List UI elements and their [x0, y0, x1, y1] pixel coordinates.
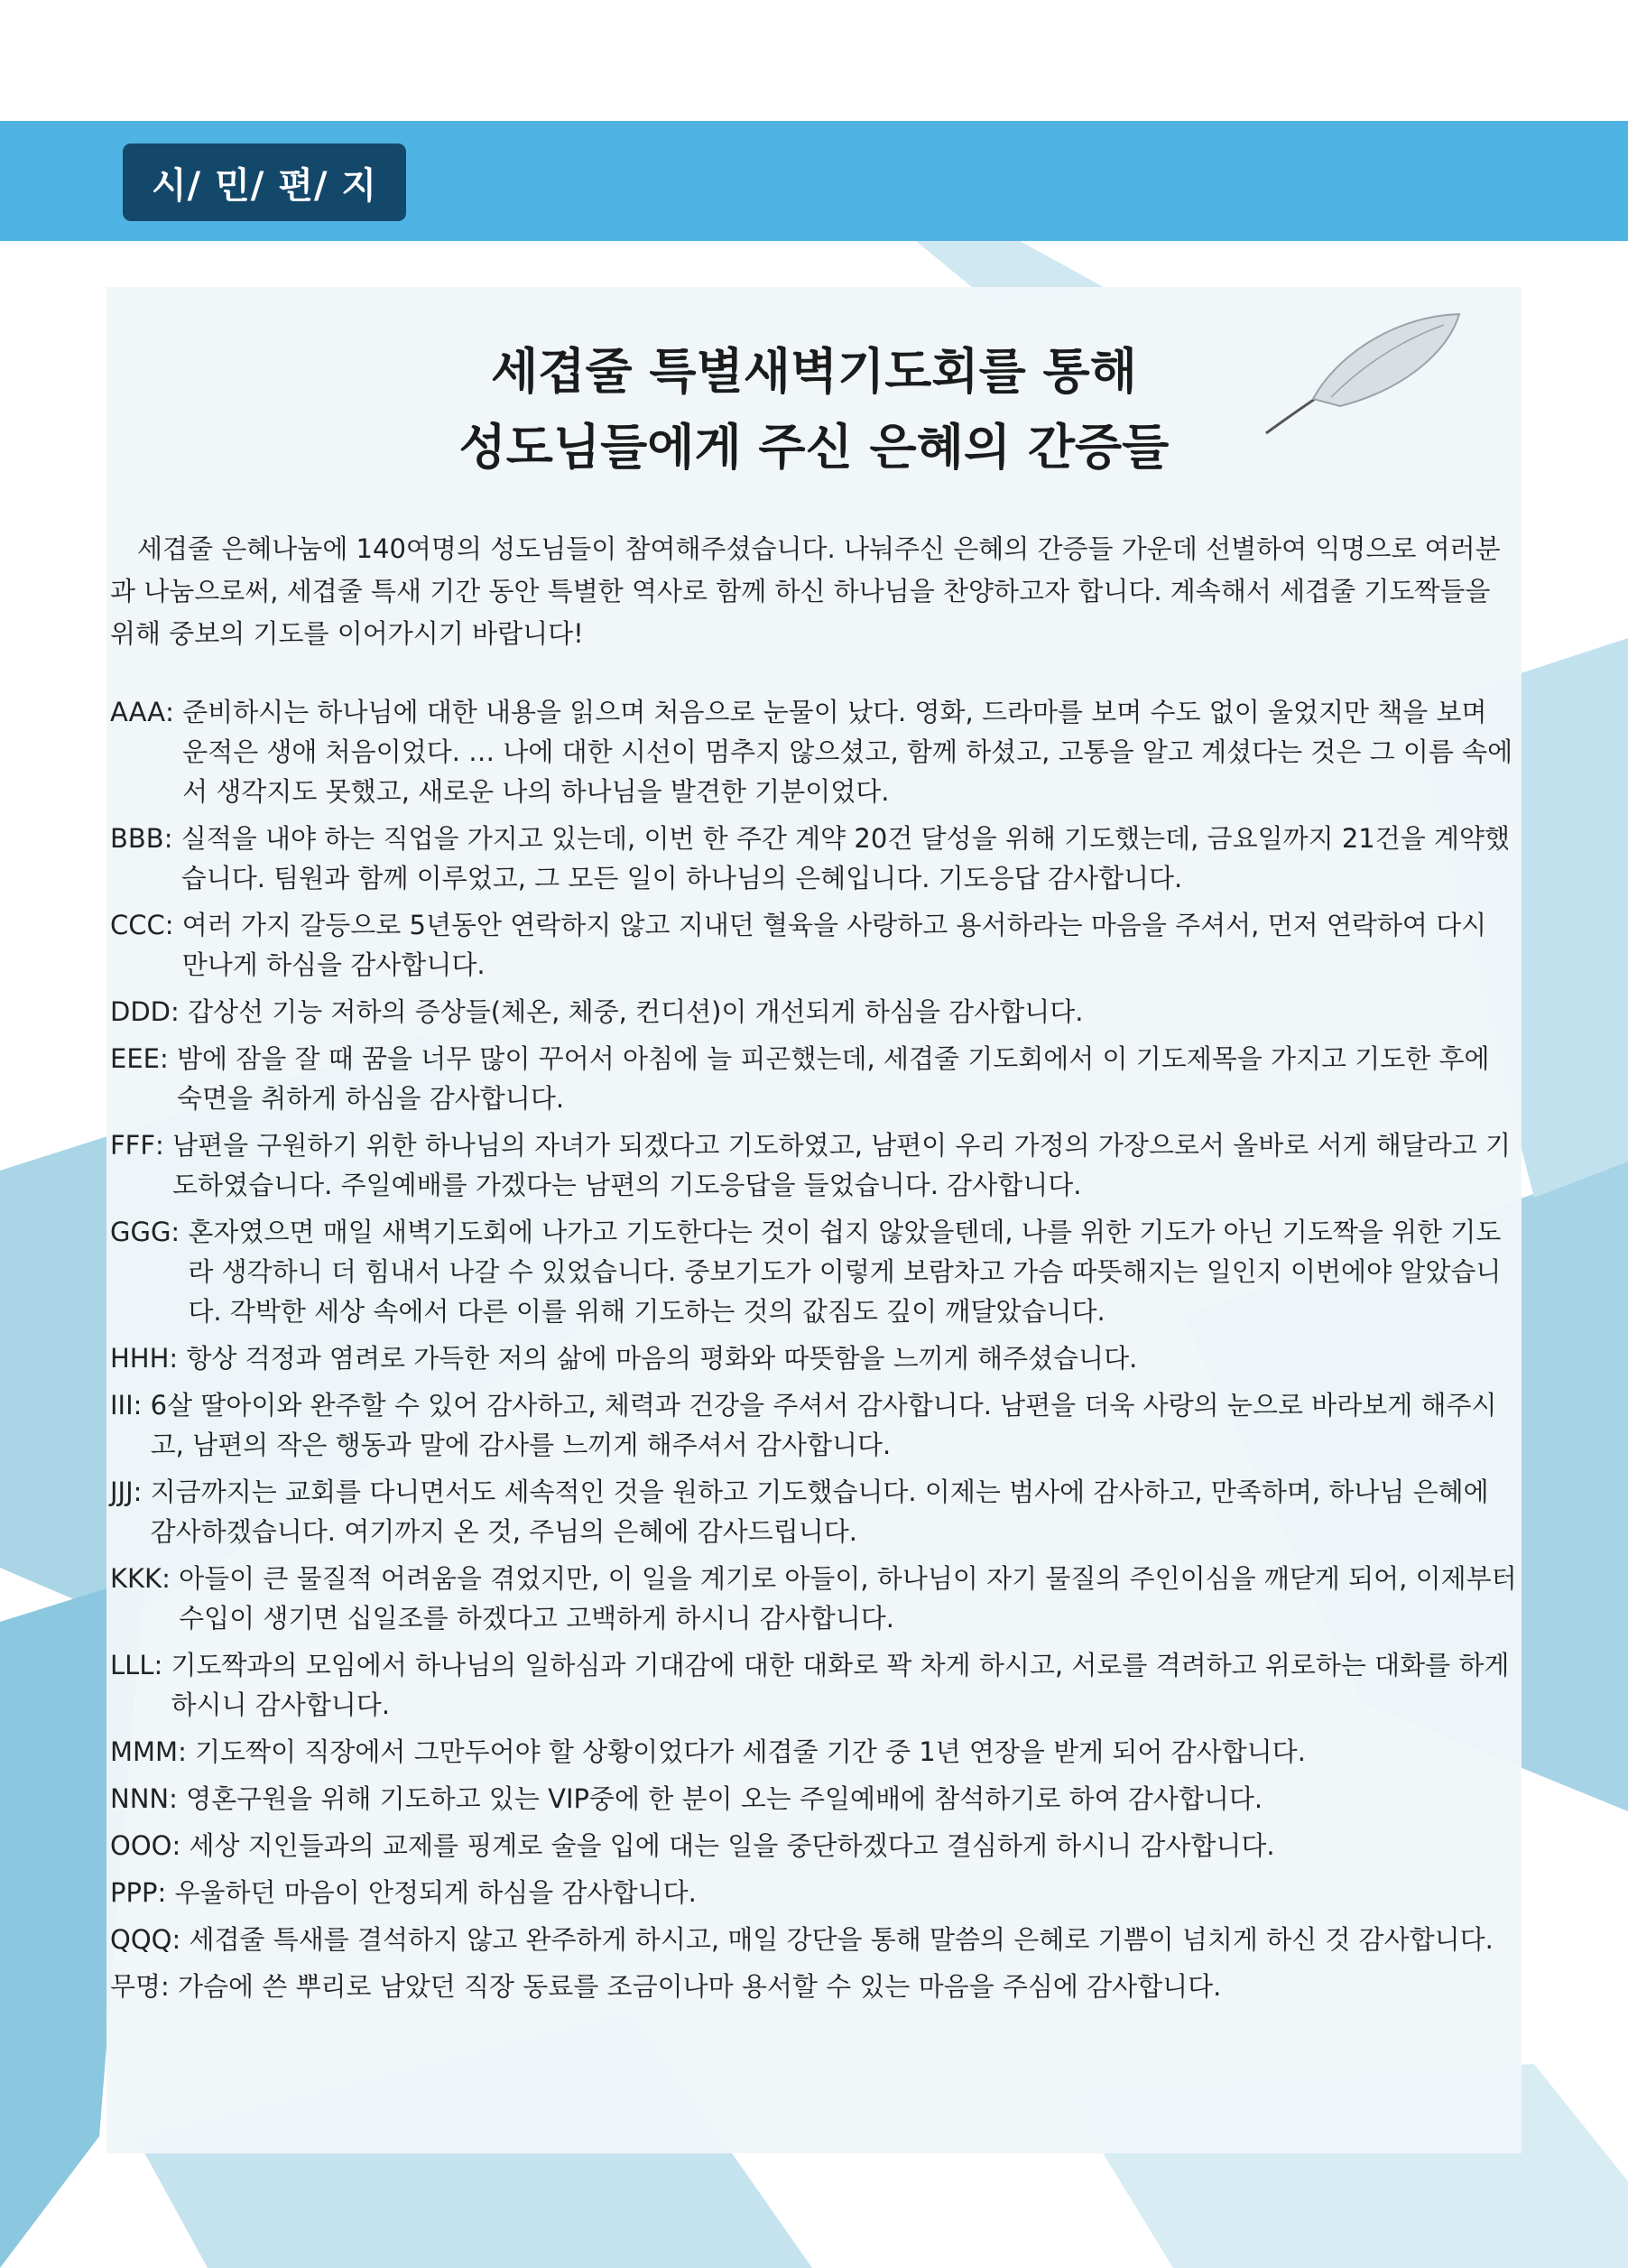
testimony-item	[110, 1732, 1518, 1772]
testimony-colon: :	[161, 1971, 179, 2002]
testimony-colon: :	[164, 910, 182, 940]
testimony-text: 세상 지인들과의 교제를 핑계로 술을 입에 대는 일을 중단하겠다고 결심하게 하시니 감사합니다.	[189, 1830, 1275, 1861]
testimony-item	[110, 1826, 1518, 1865]
testimony-item	[110, 1125, 1518, 1205]
testimony-item	[110, 992, 1518, 1032]
testimony-text: 기도짝이 직장에서 그만두어야 할 상황이었다가 세겹줄 기간 중 1년 연장을 받게 되어 감사합니다.	[195, 1736, 1306, 1767]
testimony-colon: :	[171, 1217, 189, 1247]
testimony-colon: :	[178, 1736, 196, 1767]
testimony-code: LLL	[110, 1650, 154, 1680]
testimony-colon: :	[162, 1563, 180, 1594]
testimony-colon: :	[171, 996, 188, 1027]
testimony-item	[110, 1779, 1518, 1819]
intro-text: 세겹줄 은혜나눔에 140여명의 성도님들이 참여해주셨습니다. 나눠주신 은혜의 간증들 가운데 선별하여 익명으로 여러분과 나눔으로써, 세겹줄 특새 기간 동안 특별한 역사로 함께 하신 하나님을 찬양하고자 합니다. 계속해서 세겹줄 기도짝들을 위해 중보의 기도를 이어가시기 바랍니다!	[110, 533, 1501, 649]
testimony-code: KKK	[110, 1563, 162, 1594]
testimony-item	[110, 1645, 1518, 1725]
testimony-text: 여러 가지 갈등으로 5년동안 연락하지 않고 지내던 혈육을 사랑하고 용서하라는 마음을 주셔서, 먼저 연락하여 다시 만나게 하심을 감사합니다.	[181, 910, 1487, 980]
testimony-text: 갑상선 기능 저하의 증상들(체온, 체중, 컨디션)이 개선되게 하심을 감사합니다.	[188, 996, 1084, 1027]
testimony-colon: :	[169, 1783, 187, 1814]
testimony-colon: :	[133, 1390, 151, 1421]
testimony-list	[110, 692, 1518, 2013]
testimony-item	[110, 1559, 1518, 1638]
testimony-text: 준비하시는 하나님에 대한 내용을 읽으며 처음으로 눈물이 났다. 영화, 드라마를 보며 수도 없이 울었지만 책을 보며 운적은 생애 처음이었다. … 나에 대한 시선이 멈추지 않으셨고, 함께 하셨고, 고통을 알고 계셨다는 것은 그 이름 속에서 생각지도 못했고, 새로운 나의 하나님을 발견한 기분이었다.	[182, 697, 1513, 807]
section-label: 시/ 민/ 편/ 지	[123, 143, 406, 221]
testimony-code: PPP	[110, 1877, 158, 1908]
testimony-text: 밤에 잠을 잘 때 꿈을 너무 많이 꾸어서 아침에 늘 피곤했는데, 세겹줄 기도회에서 이 기도제목을 가지고 기도한 후에 숙면을 취하게 하심을 감사합니다.	[176, 1043, 1490, 1114]
testimony-colon: :	[169, 1343, 187, 1374]
testimony-code: BBB	[110, 823, 164, 854]
testimony-item	[110, 692, 1518, 811]
testimony-item	[110, 1039, 1518, 1118]
testimony-code: CCC	[110, 910, 165, 940]
testimony-colon: :	[159, 1043, 177, 1074]
testimony-text: 항상 걱정과 염려로 가득한 저의 삶에 마음의 평화와 따뜻함을 느끼게 해주셨습니다.	[186, 1343, 1138, 1374]
testimony-code: MMM	[110, 1736, 179, 1767]
testimony-text: 지금까지는 교회를 다니면서도 세속적인 것을 원하고 기도했습니다. 이제는 범사에 감사하고, 만족하며, 하나님 은혜에 감사하겠습니다. 여기까지 온 것, 주님의 은혜에 감사드립니다.	[150, 1477, 1489, 1547]
testimony-code: DDD	[110, 996, 171, 1027]
testimony-text: 혼자였으면 매일 새벽기도회에 나가고 기도한다는 것이 쉽지 않았을텐데, 나를 위한 기도가 아닌 기도짝을 위한 기도라 생각하니 더 힘내서 나갈 수 있었습니다. 중보기도가 이렇게 보람차고 가슴 따뜻해지는 일인지 이번에야 알았습니다. 각박한 세상 속에서 다른 이를 위해 기도하는 것의 값짐도 깊이 깨달았습니다.	[188, 1217, 1502, 1327]
testimony-item	[110, 1920, 1518, 1959]
testimony-code: HHH	[110, 1343, 170, 1374]
testimony-text: 기도짝과의 모임에서 하나님의 일하심과 기대감에 대한 대화로 꽉 차게 하시고, 서로를 격려하고 위로하는 대화를 하게 하시니 감사합니다.	[171, 1650, 1510, 1720]
testimony-code: GGG	[110, 1217, 171, 1247]
page-title	[106, 334, 1522, 486]
testimony-item	[110, 1385, 1518, 1465]
testimony-code: FFF	[110, 1130, 156, 1161]
testimony-colon: :	[153, 1650, 171, 1680]
testimony-text: 우울하던 마음이 안정되게 하심을 감사합니다.	[174, 1877, 697, 1908]
testimony-code: NNN	[110, 1783, 170, 1814]
testimony-code: EEE	[110, 1043, 160, 1074]
intro-paragraph	[110, 528, 1518, 655]
testimony-item	[110, 1212, 1518, 1331]
testimony-colon: :	[163, 823, 181, 854]
testimony-code: QQQ	[110, 1924, 172, 1955]
testimony-text: 아들이 큰 물질적 어려움을 겪었지만, 이 일을 계기로 아들이, 하나님이 자기 물질의 주인이심을 깨닫게 되어, 이제부터 수입이 생기면 십일조를 하겠다고 고백하게 하시니 감사합니다.	[179, 1563, 1517, 1634]
testimony-item	[110, 1873, 1518, 1912]
testimony-item	[110, 1338, 1518, 1378]
testimony-code: AAA	[110, 697, 166, 727]
testimony-colon: :	[157, 1877, 175, 1908]
testimony-colon: :	[171, 1924, 190, 1955]
testimony-text: 실적을 내야 하는 직업을 가지고 있는데, 이번 한 주간 계약 20건 달성을 위해 기도했는데, 금요일까지 21건을 계약했습니다. 팀원과 함께 이루었고, 그 모든 일이 하나님의 은혜입니다. 기도응답 감사합니다.	[180, 823, 1511, 893]
testimony-code: 무명	[110, 1971, 162, 2002]
testimony-item	[110, 1967, 1518, 2006]
testimony-colon: :	[155, 1130, 173, 1161]
title-line-1: 세겹줄 특별새벽기도회를 통해	[491, 343, 1137, 400]
testimony-text: 남편을 구원하기 위한 하나님의 자녀가 되겠다고 기도하였고, 남편이 우리 가정의 가장으로서 올바로 서게 해달라고 기도하였습니다. 주일예배를 가겠다는 남편의 기도응답을 들었습니다. 감사합니다.	[172, 1130, 1511, 1200]
testimony-colon: :	[171, 1830, 190, 1861]
testimony-code: III	[110, 1390, 134, 1421]
testimony-code: JJJ	[110, 1477, 134, 1507]
testimony-item	[110, 819, 1518, 898]
testimony-text: 가슴에 쓴 뿌리로 남았던 직장 동료를 조금이나마 용서할 수 있는 마음을 주심에 감사합니다.	[178, 1971, 1222, 2002]
testimony-code: OOO	[110, 1830, 172, 1861]
testimony-text: 6살 딸아이와 완주할 수 있어 감사하고, 체력과 건강을 주셔서 감사합니다. 남편을 더욱 사랑의 눈으로 바라보게 해주시고, 남편의 작은 행동과 말에 감사를 느끼게 해주셔서 감사합니다.	[150, 1390, 1497, 1460]
testimony-colon: :	[133, 1477, 151, 1507]
testimony-colon: :	[165, 697, 183, 727]
testimony-text: 세겹줄 특새를 결석하지 않고 완주하게 하시고, 매일 강단을 통해 말씀의 은혜로 기쁨이 넘치게 하신 것 감사합니다.	[189, 1924, 1494, 1955]
testimony-text: 영혼구원을 위해 기도하고 있는 VIP중에 한 분이 오는 주일예배에 참석하기로 하여 감사합니다.	[186, 1783, 1263, 1814]
testimony-item	[110, 905, 1518, 985]
testimony-item	[110, 1472, 1518, 1551]
title-line-2: 성도님들에게 주신 은혜의 간증들	[458, 419, 1170, 476]
